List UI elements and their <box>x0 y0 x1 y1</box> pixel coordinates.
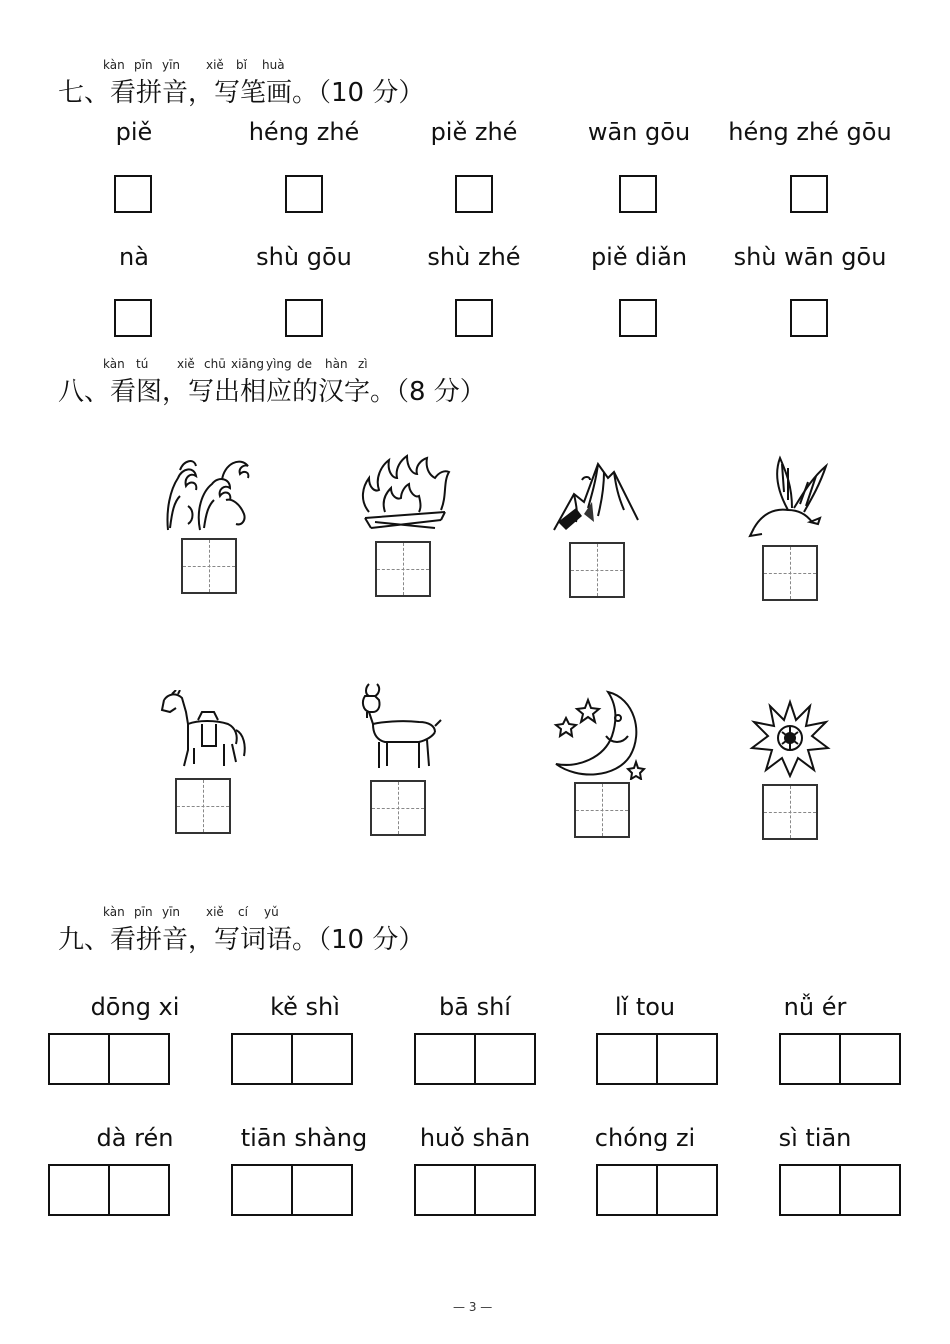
pinyin-label: sì tiān <box>778 1124 852 1152</box>
answer-box[interactable] <box>790 175 828 213</box>
writing-grid[interactable] <box>175 778 231 834</box>
ruby-de: de <box>297 357 312 371</box>
ruby-hua: huà <box>262 58 285 72</box>
answer-box[interactable] <box>619 175 657 213</box>
word-box[interactable] <box>779 1164 901 1216</box>
pinyin-label: tiān shàng <box>240 1124 368 1152</box>
word-box[interactable] <box>231 1033 353 1085</box>
answer-box[interactable] <box>619 299 657 337</box>
writing-grid[interactable] <box>569 542 625 598</box>
answer-box[interactable] <box>455 175 493 213</box>
ruby-ci: cí <box>238 905 248 919</box>
pinyin-label: shù wān gōu <box>733 243 887 271</box>
section-7-title: 七、看拼音，写笔画。（10 分） <box>58 78 425 108</box>
pinyin-label: héng zhé <box>248 118 360 146</box>
ruby-tu: tú <box>136 357 149 371</box>
fire-picture <box>355 452 455 534</box>
word-box[interactable] <box>779 1033 901 1085</box>
writing-grid[interactable] <box>574 782 630 838</box>
word-box[interactable] <box>414 1033 536 1085</box>
pinyin-label: huǒ shān <box>419 1124 531 1152</box>
flower-picture <box>748 696 832 778</box>
writing-grid[interactable] <box>181 538 237 594</box>
ruby-pin: pīn <box>134 58 153 72</box>
pinyin-label: piě diǎn <box>590 243 688 271</box>
pinyin-label: chóng zi <box>594 1124 696 1152</box>
writing-grid[interactable] <box>375 541 431 597</box>
mountain-picture <box>548 450 643 538</box>
ruby-pin: pīn <box>134 905 153 919</box>
horse-picture <box>158 690 250 772</box>
ruby-xie: xiě <box>206 58 224 72</box>
ruby-xie: xiě <box>177 357 195 371</box>
goat-picture <box>355 682 445 772</box>
writing-grid[interactable] <box>762 545 818 601</box>
section-9-title: 九、看拼音，写词语。（10 分） <box>58 925 425 955</box>
ruby-yin: yīn <box>162 905 181 919</box>
ruby-kan: kàn <box>103 357 125 371</box>
pinyin-label: piě zhé <box>430 118 518 146</box>
pinyin-label: lǐ tou <box>614 993 676 1021</box>
section-8-title: 八、看图，写出相应的汉字。（8 分） <box>58 377 486 407</box>
ruby-zi: zì <box>358 357 368 371</box>
word-box[interactable] <box>596 1164 718 1216</box>
ruby-kan: kàn <box>103 905 125 919</box>
answer-box[interactable] <box>114 299 152 337</box>
pinyin-label: nà <box>119 243 149 271</box>
pinyin-label: bā shí <box>439 993 511 1021</box>
answer-box[interactable] <box>790 299 828 337</box>
ruby-yin: yīn <box>162 58 181 72</box>
pinyin-label: piě <box>115 118 153 146</box>
pinyin-label: shù zhé <box>427 243 521 271</box>
word-box[interactable] <box>414 1164 536 1216</box>
pinyin-label: nǚ ér <box>783 993 847 1021</box>
answer-box[interactable] <box>285 175 323 213</box>
ruby-bi: bǐ <box>236 58 247 72</box>
ruby-yu: yǔ <box>264 905 279 919</box>
ruby-xiang: xiāng <box>231 357 265 371</box>
word-box[interactable] <box>596 1033 718 1085</box>
moon-picture <box>548 688 648 780</box>
pinyin-label: dōng xi <box>90 993 180 1021</box>
ruby-chu: chū <box>204 357 226 371</box>
word-box[interactable] <box>48 1164 170 1216</box>
pinyin-label: wān gōu <box>587 118 691 146</box>
ruby-han: hàn <box>325 357 348 371</box>
writing-grid[interactable] <box>370 780 426 836</box>
answer-box[interactable] <box>455 299 493 337</box>
page-number: — 3 — <box>453 1300 493 1314</box>
pinyin-label: kě shì <box>270 993 340 1021</box>
writing-grid[interactable] <box>762 784 818 840</box>
pinyin-label: dà rén <box>96 1124 174 1152</box>
ruby-kan: kàn <box>103 58 125 72</box>
answer-box[interactable] <box>285 299 323 337</box>
pinyin-label: héng zhé gōu <box>728 118 892 146</box>
waves-picture <box>160 440 260 535</box>
bird-picture <box>748 452 830 540</box>
ruby-xie: xiě <box>206 905 224 919</box>
pinyin-label: shù gōu <box>256 243 352 271</box>
word-box[interactable] <box>231 1164 353 1216</box>
ruby-ying: yìng <box>266 357 292 371</box>
word-box[interactable] <box>48 1033 170 1085</box>
answer-box[interactable] <box>114 175 152 213</box>
